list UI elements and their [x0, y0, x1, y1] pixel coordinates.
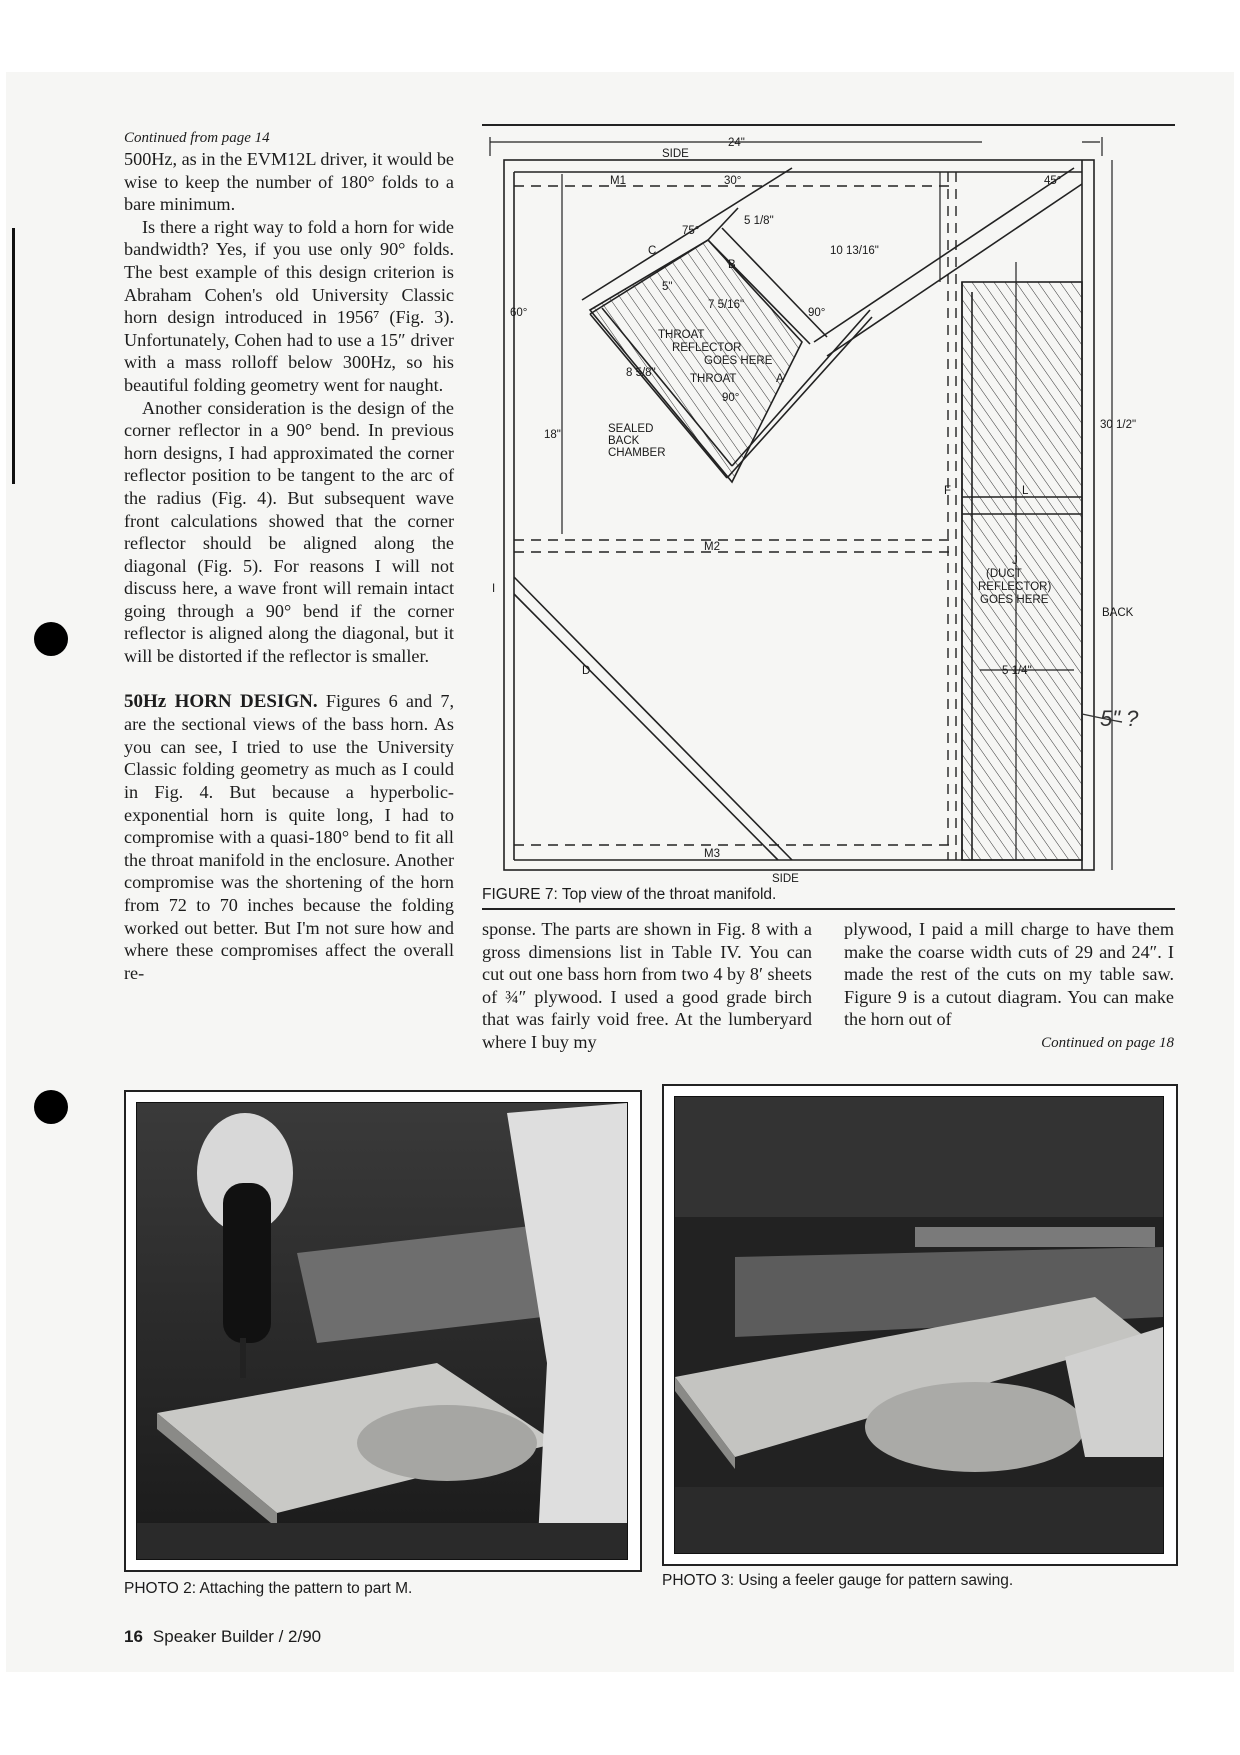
dim-5-1-8: 5 1/8" [744, 215, 774, 227]
width-label: 24" [728, 137, 745, 149]
photo3-caption: PHOTO 3: Using a feeler gauge for pattern sawing. [662, 1572, 1014, 1589]
throat-reflector-line3: GOES HERE [704, 355, 773, 367]
angle-45: 45° [1044, 175, 1062, 187]
throat-label: THROAT [690, 373, 737, 385]
handwritten-text: 5" ? [1100, 706, 1139, 731]
dim-8-5-8: 8 5/8" [626, 367, 656, 379]
article-column-middle [482, 918, 812, 1054]
angle-60: 60° [510, 307, 528, 319]
paragraph: Is there a right way to fold a horn for wide bandwidth? Yes, if you use only 90° folds. The best example of this design criterion is Abraham Cohen's old University Classic horn design introduced in 1956⁷ (Fig. 3). Unfortunately, Cohen had to use a 15″ driver with a mass rolloff below 300Hz, so his beautiful folding geometry went for naught. [124, 216, 454, 395]
dim-18: 18" [544, 429, 561, 441]
paragraph: Another consideration is the design of the corner reflector in a 90° bend. In previous horn designs, I had approximated the corner reflector position to be tangent to the arc of the radius (Fig. 4). But subsequent wave front calculations showed that the corner reflector should be aligned along the diagonal (Fig. 5). For reasons I will not discuss here, a wave front will remain intact going through a 90° bend if the corner reflector is aligned along the diagonal, but it will be distorted if the reflector is smaller. [124, 397, 454, 667]
m2-label: M2 [704, 541, 720, 553]
sealed-line1: SEALED [608, 423, 654, 435]
paragraph: 500Hz, as in the EVM12L driver, it would be wise to keep the number of 180° folds to a bare minimum. [124, 149, 454, 215]
throat-reflector-line2: REFLECTOR [672, 342, 742, 354]
sealed-line3: CHAMBER [608, 447, 666, 459]
dim-10-13-16: 10 13/16" [830, 245, 879, 257]
label-a: A [776, 373, 784, 385]
duct-line1: (DUCT [986, 568, 1022, 580]
label-j: J [1012, 555, 1018, 567]
handwritten-note [1082, 706, 1139, 731]
angle-30: 30° [724, 175, 742, 187]
figure-bottom-rule [482, 908, 1175, 910]
figure7-diagram [482, 132, 1175, 892]
m1-label: M1 [610, 175, 626, 187]
photo2-caption: PHOTO 2: Attaching the pattern to part M. [124, 1580, 413, 1597]
page-footer [124, 1627, 321, 1647]
publication-name: Speaker Builder / 2/90 [152, 1627, 322, 1646]
article-column-right [844, 918, 1174, 1055]
label-c: C [648, 245, 657, 257]
paragraph: plywood, I paid a mill charge to have them make the coarse width cuts of 29 and 24″. I made the rest of the cuts on my table saw. Figure 9 is a cutout diagram. You can make the horn out of [844, 919, 1174, 1030]
back-label: BACK [1102, 607, 1134, 619]
label-b: B [728, 259, 736, 271]
figure7-caption: FIGURE 7: Top view of the throat manifold. [482, 886, 777, 903]
side-top-label: SIDE [662, 148, 689, 160]
throat-reflector-line1: THROAT [658, 329, 705, 341]
continued-from: Continued from page 14 [124, 130, 270, 146]
label-d: D [582, 665, 591, 677]
m3-label: M3 [704, 848, 720, 860]
label-f: F [944, 485, 952, 497]
dim-30-1-2: 30 1/2" [1100, 419, 1137, 431]
binder-hole [34, 1090, 68, 1124]
figure-top-rule [482, 124, 1175, 126]
sealed-line2: BACK [608, 435, 640, 447]
label-l: L [1022, 485, 1029, 497]
dim-5-1-4: 5 1/4" [1002, 665, 1032, 677]
section-text: Figures 6 and 7, are the sectional views of the bass horn. As you can see, I tried to use the University Classic folding geometry as much as I could in Fig. 4. But because a hyperbolic-exponential horn is quite long, I had to compromise with a quasi-180° bend to fit all the throat manifold in the enclosure. Another compromise was the shortening of the horn from 72 to 70 inches because the folding worked out better. But I'm not sure how and where these compromises affect the overall re- [124, 690, 454, 983]
duct-line2: REFLECTOR) [978, 581, 1052, 593]
article-column-left [124, 128, 454, 984]
binder-hole [34, 622, 68, 656]
angle-90b: 90° [722, 392, 740, 404]
dim-5: 5" [662, 281, 673, 293]
section-heading: 50Hz HORN DESIGN. [124, 690, 318, 712]
continued-on: Continued on page 18 [1041, 1034, 1174, 1051]
side-bottom-label: SIDE [772, 873, 799, 885]
angle-75: 75° [682, 225, 700, 237]
scan-edge-mark [12, 228, 15, 484]
photo2-image [136, 1102, 628, 1560]
dim-7-5-16: 7 5/16" [708, 299, 745, 311]
duct-line3: GOES HERE [980, 594, 1049, 606]
page-number: 16 [124, 1627, 143, 1646]
paragraph: sponse. The parts are shown in Fig. 8 with a gross dimensions list in Table IV. You can cut out one bass horn from two 4 by 8′ sheets of ¾″ plywood. I used a good grade birch that was fairly void free. At the lumberyard where I buy my [482, 919, 812, 1052]
label-i: I [492, 583, 496, 595]
section-paragraph [124, 690, 454, 985]
photo3-image [674, 1096, 1164, 1554]
angle-90a: 90° [808, 307, 826, 319]
